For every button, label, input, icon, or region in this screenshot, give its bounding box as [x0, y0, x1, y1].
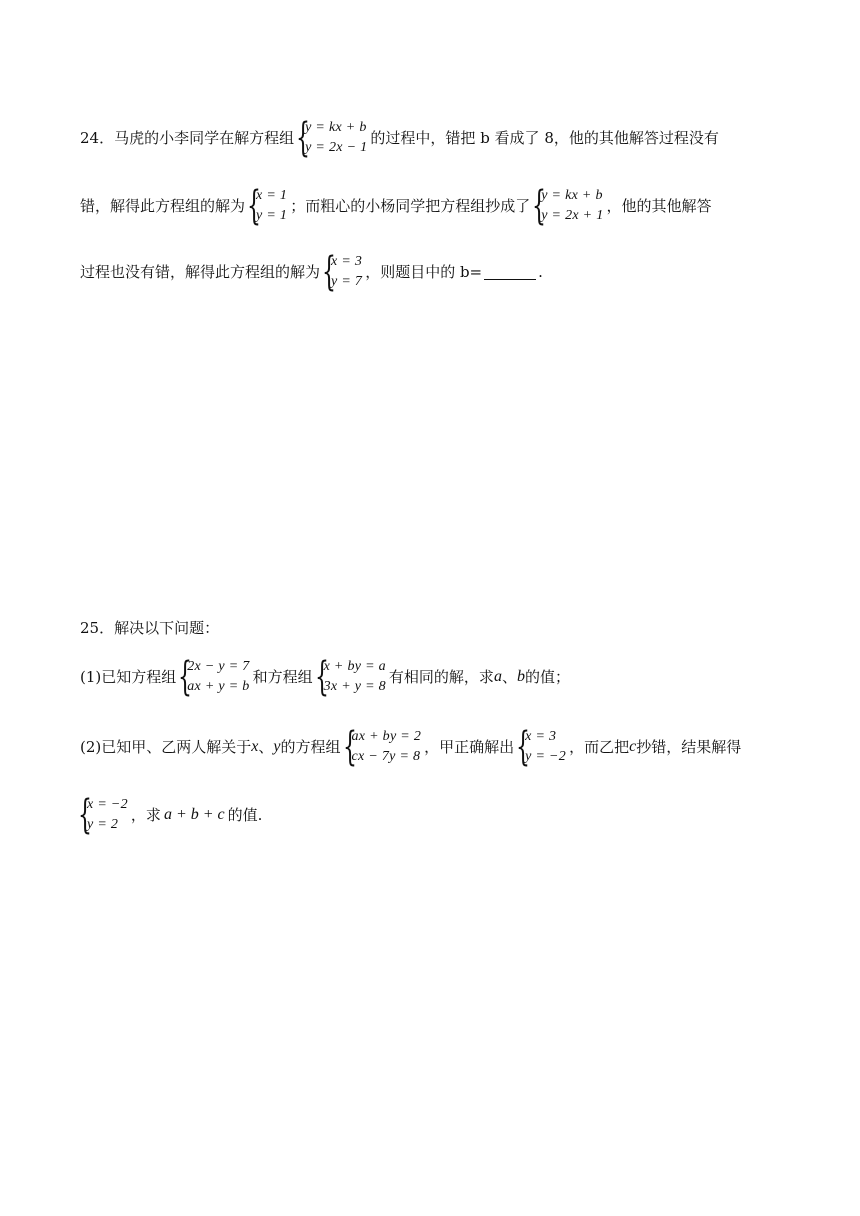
equation-system: [342, 724, 422, 770]
equation-system: [178, 654, 250, 700]
equation: y = −2: [525, 749, 567, 764]
equation-system: [322, 249, 363, 295]
equation: x = 1: [256, 188, 288, 203]
q24-text: 的过程中，错把 b 看成了 8，他的其他解答过程没有: [370, 129, 719, 147]
equation: x = 3: [525, 729, 557, 744]
variable: y: [273, 738, 281, 755]
q25-text: 的值；: [524, 668, 570, 686]
q24-line1: [80, 115, 719, 161]
q25-text: 的方程组: [280, 738, 341, 756]
brace-icon: {: [314, 654, 329, 700]
variable: a: [493, 668, 502, 685]
q25-text: 有相同的解，求: [388, 668, 494, 686]
variable: x: [251, 738, 259, 755]
equation-system: [532, 183, 604, 229]
q25-text: ，甲正确解出: [424, 738, 515, 756]
equation: y = 1: [256, 208, 288, 223]
q25-part2-line2: [76, 792, 263, 838]
equation-system: [516, 724, 567, 770]
q24-text: .: [538, 263, 543, 281]
q24-text: ，他的其他解答: [606, 197, 712, 215]
equation: x + by = a: [323, 659, 386, 674]
equation: 3x + y = 8: [323, 679, 386, 694]
q25-part2-line1: [80, 724, 742, 770]
equation: y = 2x − 1: [305, 140, 368, 155]
q25-text: 和方程组: [252, 668, 313, 686]
q25-text: (1)已知方程组: [80, 668, 177, 686]
q25-part1-line: [80, 654, 570, 700]
q25-text: (2)已知甲、乙两人解关于: [80, 738, 252, 756]
brace-icon: {: [178, 654, 193, 700]
equation-system: [247, 183, 288, 229]
equation: 2x − y = 7: [187, 659, 250, 674]
q24-text: ，则题目中的 b=: [365, 263, 483, 281]
expression: a + b + c: [163, 806, 225, 823]
separator: 、: [501, 668, 517, 686]
q25-text: 抄错，结果解得: [636, 738, 742, 756]
q24-line2: [80, 183, 712, 229]
equation: y = kx + b: [541, 188, 603, 203]
equation: cx − 7y = 8: [351, 749, 421, 764]
answer-blank[interactable]: [484, 265, 536, 280]
brace-icon: {: [322, 249, 337, 295]
equation: y = 7: [331, 274, 363, 289]
brace-icon: {: [247, 183, 262, 229]
q24-line3: [80, 249, 543, 295]
brace-icon: {: [342, 724, 357, 770]
equation-system: [78, 792, 128, 838]
equation: x = −2: [87, 797, 128, 812]
brace-icon: {: [78, 792, 92, 838]
q25-text: ，求: [130, 806, 161, 824]
equation: y = kx + b: [305, 120, 367, 135]
q25-text: 的值.: [227, 806, 263, 824]
equation: ax + y = b: [187, 679, 250, 694]
q25-title-line: [80, 618, 219, 638]
q24-text: 错，解得此方程组的解为: [80, 197, 246, 215]
q25-text: ，而乙把: [569, 738, 630, 756]
equation: y = 2: [87, 817, 119, 832]
separator: 、: [258, 738, 274, 756]
brace-icon: {: [296, 115, 311, 161]
equation: ax + by = 2: [351, 729, 422, 744]
variable: b: [516, 668, 525, 685]
brace-icon: {: [532, 183, 547, 229]
equation-system: [314, 654, 386, 700]
equation: x = 3: [331, 254, 363, 269]
brace-icon: {: [516, 724, 531, 770]
q25-title: 25．解决以下问题：: [80, 619, 220, 637]
q24-text: 过程也没有错，解得此方程组的解为: [80, 263, 321, 281]
q24-text: ；而粗心的小杨同学把方程组抄成了: [290, 197, 531, 215]
q24-text: 24．马虎的小李同学在解方程组: [80, 129, 295, 147]
equation: y = 2x + 1: [541, 208, 604, 223]
equation-system: [296, 115, 368, 161]
variable: c: [629, 738, 637, 755]
